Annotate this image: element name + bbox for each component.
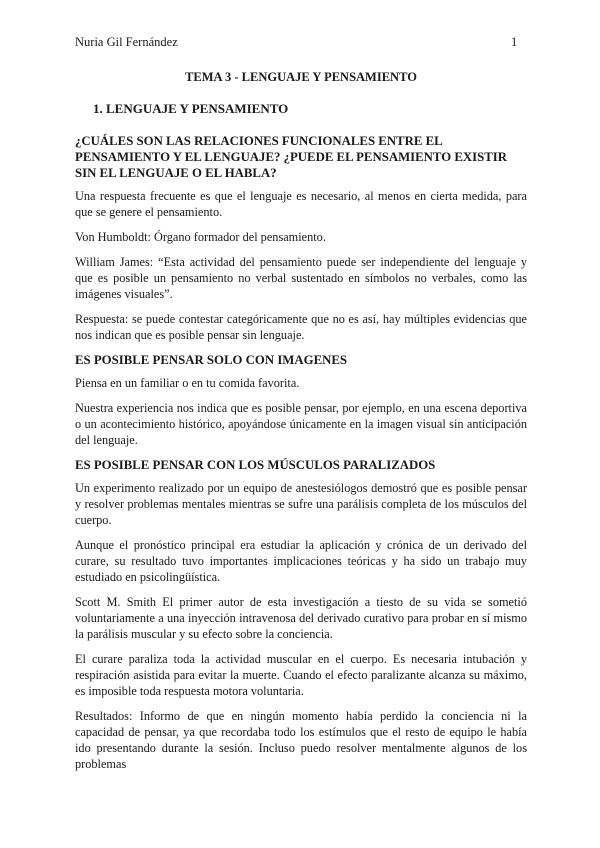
paragraph: Piensa en un familiar o en tu comida favorita. (75, 376, 300, 390)
paragraph: Aunque el pronóstico principal era estudiar la aplicación y crónica de un derivado del curare, su resultado tuvo importantes implicaciones teóricas y ha sido un trabajo muy estudiado en psicolingüística. (75, 538, 527, 584)
paragraph: El curare paraliza toda la actividad muscular en el cuerpo. Es necesaria intubación y respiración asistida para evitar la muerte. Cuando el efecto paralizante alcanza su máximo, es imposible toda respuesta motora voluntaria. (75, 652, 527, 698)
paragraph: Resultados: Informo de que en ningún momento había perdido la conciencia ni la capacidad de pensar, ya que recordaba todo los estímulos que el resto de equipo le había ido presentando durante la sesión. Incluso puedo resolver mentalmente algunos de los problemas (75, 709, 527, 771)
paragraph: Respuesta: se puede contestar categóricamente que no es así, hay múltiples evidencias que nos indican que es posible pensar sin lenguaje. (75, 312, 527, 342)
paragraph: Un experimento realizado por un equipo de anestesiólogos demostró que es posible pensar y resolver problemas mentales mientras se sufre una parálisis completa de los músculos del cuerpo. (75, 481, 527, 527)
document-body (75, 70, 527, 781)
subheading-images: ES POSIBLE PENSAR SOLO CON IMAGENES (75, 353, 347, 367)
paragraph: William James: “Esta actividad del pensamiento puede ser independiente del lenguaje y que es posible un pensamiento no verbal sustentado en símbolos no verbales, como las imágenes visuales”. (75, 255, 527, 301)
paragraph: Scott M. Smith El primer autor de esta investigación a tiesto de su vida se sometió voluntariamente a una inyección intravenosa del derivado curativo para probar en sí mismo la parálisis muscular y su efecto sobre la conciencia. (75, 595, 527, 641)
document-title: TEMA 3 - LENGUAJE Y PENSAMIENTO (185, 70, 417, 84)
header-author: Nuria Gil Fernández (75, 35, 178, 49)
paragraph: Una respuesta frecuente es que el lenguaje es necesario, al menos en cierta medida, para que se genere el pensamiento. (75, 189, 527, 219)
question-heading: ¿CUÁLES SON LAS RELACIONES FUNCIONALES ENTRE EL PENSAMIENTO Y EL LENGUAJE? ¿PUEDE EL PENSAMIENTO EXISTIR SIN EL LENGUAJE O EL HABLA? (75, 134, 507, 180)
paragraph: Nuestra experiencia nos indica que es posible pensar, por ejemplo, en una escena deportiva o un acontecimiento histórico, apoyándose únicamente en la imagen visual sin anticipación del lenguaje. (75, 401, 527, 447)
section-heading: 1. LENGUAJE Y PENSAMIENTO (93, 101, 289, 116)
paragraph: Von Humboldt: Órgano formador del pensamiento. (75, 230, 326, 244)
subheading-muscles: ES POSIBLE PENSAR CON LOS MÚSCULOS PARALIZADOS (75, 458, 436, 472)
header-page-number: 1 (511, 35, 518, 49)
